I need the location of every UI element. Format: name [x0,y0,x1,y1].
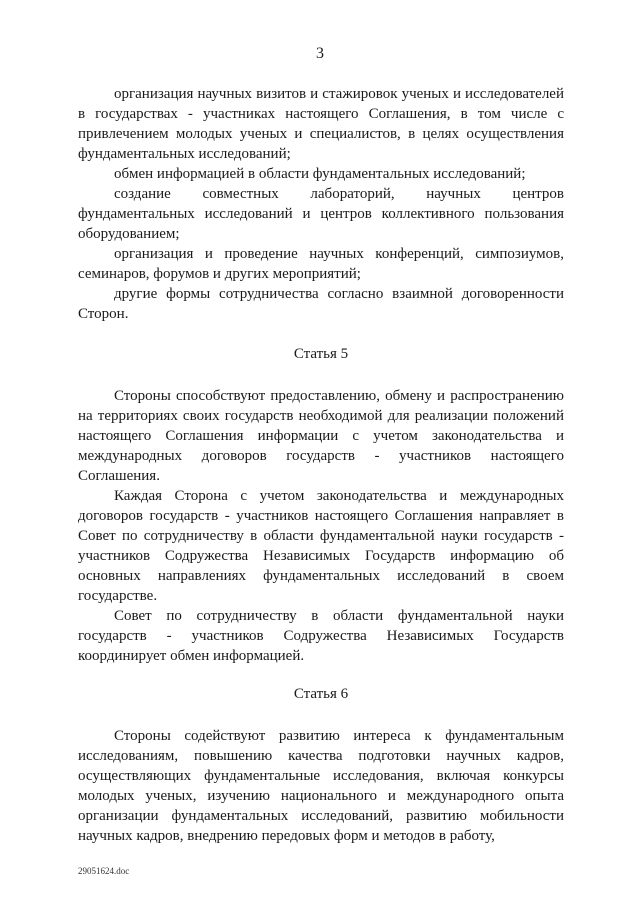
list-paragraph: организация и проведение научных конференций, симпозиумов, семинаров, форумов и других мероприятий; [78,246,564,282]
article-5-paragraph: Стороны способствуют предоставлению, обмену и распространению на территориях своих государств необходимой для реализации положений настоящего Соглашения информации с учетом законодательства и международных договоров государств - участников настоящего Соглашения. [78,388,564,484]
article-5-paragraph: Совет по сотрудничеству в области фундаментальной науки государств - участников Содружества Независимых Государств координирует обмен информацией. [78,608,564,664]
article-6-paragraph: Стороны содействуют развитию интереса к фундаментальным исследованиям, повышению качества подготовки научных кадров, осуществляющих фундаментальные исследования, включая конкурсы молодых ученых, изучению национального и международного опыта организации фундаментальных исследований, развитию мобильности научных кадров, внедрению передовых форм и методов в работу, [78,728,564,844]
list-paragraph: обмен информацией в области фундаментальных исследований; [114,166,526,182]
article-5-paragraph: Каждая Сторона с учетом законодательства и международных договоров государств - участников настоящего Соглашения направляет в Совет по сотрудничеству в области фундаментальной науки государств - участников Содружества Независимых Государств информацию об основных направлениях фундаментальных исследований в своем государстве. [78,488,564,604]
list-paragraph: другие формы сотрудничества согласно взаимной договоренности Сторон. [78,286,564,322]
article-5-heading: Статья 5 [293,346,349,362]
list-paragraph: создание совместных лабораторий, научных центров фундаментальных исследований и центров коллективного пользования оборудованием; [78,186,564,242]
document-footer: 29051624.doc [78,866,130,876]
list-paragraph: организация научных визитов и стажировок ученых и исследователей в государствах - участниках настоящего Соглашения, в том числе с привлечением молодых ученых и специалистов, в целях осуществления фундаментальных исследований; [78,86,564,162]
document-body [78,84,564,846]
page-number: 3 [316,45,324,62]
article-6-heading: Статья 6 [293,686,349,702]
